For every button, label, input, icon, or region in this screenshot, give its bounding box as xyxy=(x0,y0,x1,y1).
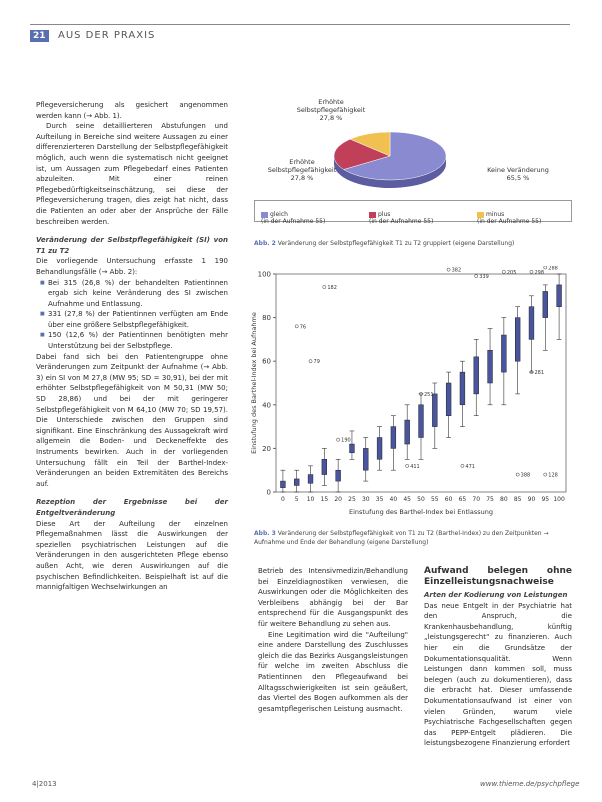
legend-swatch xyxy=(477,212,484,218)
x-tick-label: 50 xyxy=(417,496,425,503)
list-item: ■ 150 (12,6 %) der Patientinnen benötigten mehr Unterstützung bei der Selbstpflege. xyxy=(40,330,228,351)
box xyxy=(446,383,451,416)
paragraph: Diese Art der Aufteilung der einzelnen Pflegemaßnahmen lässt die Auswirkungen der speziellen psychiatrischen Leistungen auf die Veränderungen in den ausgerichteten Pflege ebenso außen Acht, wie deren Auswirkungen auf die psychischen Befindlichkeiten. Beispielhaft ist auf die mannigfaltigen Wechselwirkungen an xyxy=(36,519,228,592)
middle-column xyxy=(258,566,408,714)
outlier-label: 298 xyxy=(534,269,545,276)
section-heading: Aufwand belegen ohne Einzelleistungsnachweise xyxy=(424,566,572,587)
x-tick-label: 55 xyxy=(430,496,439,503)
legend-item: plus (in der Aufnahme 55) xyxy=(369,211,434,225)
figure-caption xyxy=(254,240,574,249)
box xyxy=(529,307,534,340)
box xyxy=(474,357,479,394)
paragraph: Dabei fand sich bei den Patientengruppe ohne Veränderungen zum Zeitpunkt der Aufnahme (→ Abb. 3) ein SI von M 27,8 (MW 95; SD = 30,91), bei der mit erhöhter Selbstpflegefähigkeit von M 50,31 (MW 50; SD 28,86) und bei der mit geringerer Selbstpflegefähigkeit von M 64,10 (MW 70; SD 19,57). Die Unterschiede zwischen den Gruppen sind signifikant. Eine Einschränkung des Aussagekraft wird allgemein die Boden- und Deckeneffekte des Instruments bewirken. Auch in der vorliegenden Untersuchung fällt ein Teil der Barthel-Index-Veränderungen an beiden Extremitäten des Bereichs auf. xyxy=(36,352,228,488)
left-column xyxy=(36,100,228,593)
website-url: www.thieme.de/psychpflege xyxy=(480,780,580,788)
x-tick-label: 35 xyxy=(375,496,384,503)
paragraph: Das neue Entgelt in der Psychiatrie hat den Anspruch, die Krankenhausbehandlung, künftig „leistungsgerecht“ zu finanzieren. Auch hier ein die Grundsätze der Dokumentationsqualität. Wenn Leistungen dann kommen soll, muss belegen (auch zu dokumentieren), dass die erbracht hat. Dieser umfassende Dokumentationsaufwand ist einer von vielen Gründen, warum viele Psychiatrische Fachgesellschaften gegen das PEPP-Entgelt plädieren. Die leistungsbezogene Finanzierung erfordert xyxy=(424,601,572,748)
x-tick-label: 70 xyxy=(472,496,481,503)
x-tick-label: 65 xyxy=(458,496,467,503)
outlier-label: 79 xyxy=(313,359,320,366)
outlier-point xyxy=(544,266,547,269)
caption-text: Veränderung der Selbstpflegefähigkeit von T1 zu T2 (Barthel-Index) zu den Zeitpunkten → Aufnahme und Ende der Behandlung (eigene Darstellung) xyxy=(254,530,549,546)
outlier-label: 128 xyxy=(548,472,558,479)
box xyxy=(405,420,410,444)
outlier-point xyxy=(530,270,533,273)
x-tick-label: 90 xyxy=(527,496,536,503)
box xyxy=(391,427,396,449)
y-tick-label: 0 xyxy=(266,488,271,497)
paragraph: Pflegeversicherung als gesichert angenommen werden kann (→ Abb. 1). xyxy=(36,101,228,120)
box xyxy=(294,479,299,486)
x-tick-label: 85 xyxy=(513,496,522,503)
y-tick-label: 40 xyxy=(262,401,271,410)
legend-item: gleich (in der Aufnahme 55) xyxy=(261,211,326,225)
x-tick-label: 0 xyxy=(280,496,285,503)
subheading: Veränderung der Selbstpflegefähigkeit (SI) von T1 zu T2 xyxy=(36,236,228,255)
box xyxy=(280,481,285,488)
box xyxy=(363,448,368,470)
section-title: AUS DER PRAXIS xyxy=(58,30,156,41)
pie-legend xyxy=(254,200,572,225)
outlier-label: 251 xyxy=(424,391,434,398)
outlier-label: 288 xyxy=(548,266,558,272)
box xyxy=(460,372,465,405)
issue-number: 4|2013 xyxy=(32,780,57,788)
outlier-label: 411 xyxy=(410,463,420,470)
header-rule xyxy=(30,24,570,25)
x-tick-label: 80 xyxy=(500,496,508,503)
y-axis-label: Einstufung des Barthel-Index bei Aufnahme xyxy=(250,312,258,454)
legend-item: minus (in der Aufnahme 55) xyxy=(477,211,542,225)
list-item: ■ 331 (27,8 %) der Patientinnen verfügten am Ende über eine größere Selbstpflegefähigkeit. xyxy=(40,309,228,330)
box xyxy=(488,350,493,383)
box xyxy=(419,405,424,438)
outlier-label: 388 xyxy=(520,472,531,479)
figure-number: Abb. 3 xyxy=(254,530,276,537)
page-number-badge: 21 xyxy=(30,30,49,42)
x-tick-label: 95 xyxy=(541,496,550,503)
outlier-label: 339 xyxy=(479,274,489,281)
x-tick-label: 25 xyxy=(348,496,356,503)
pie-label: Erhöhte Selbstpflegefähigkeit 27,8 % xyxy=(296,98,366,122)
x-tick-label: 100 xyxy=(553,496,565,503)
outlier-label: 76 xyxy=(299,324,307,331)
x-tick-label: 10 xyxy=(306,496,315,503)
x-tick-label: 75 xyxy=(486,496,494,503)
x-tick-label: 60 xyxy=(444,496,453,503)
list-item: ■ Bei 315 (26,8 %) der behandelten Patientinnen ergab sich keine Veränderung des SI zwischen Aufnahme und Entlassung. xyxy=(40,278,228,310)
right-column xyxy=(424,566,572,749)
legend-swatch xyxy=(369,212,376,218)
pie-label: Keine Veränderung 65,5 % xyxy=(487,166,549,182)
box xyxy=(557,285,562,307)
figure-number: Abb. 2 xyxy=(254,240,276,247)
outlier-point xyxy=(447,268,450,271)
pie-label: Erhöhte Selbstpflegefähigkeit 27,8 % xyxy=(267,158,337,182)
outlier-point xyxy=(502,270,505,273)
subheading: Rezeption der Ergebnisse bei der Entgeltveränderung xyxy=(36,498,228,517)
x-tick-label: 45 xyxy=(403,496,412,503)
legend-swatch xyxy=(261,212,268,218)
x-tick-label: 40 xyxy=(389,496,398,503)
outlier-label: 190 xyxy=(341,437,351,444)
box xyxy=(336,470,341,481)
y-tick-label: 60 xyxy=(262,357,271,366)
y-tick-label: 20 xyxy=(262,444,271,453)
paragraph: Durch seine detaillierteren Abstufungen und Aufteilung in Bereiche sind weitere Aussagen zu einer differenzierteren Darstellung der Selbstpflegefähigkeit möglich, auch wenn die systematisch nicht geeignet ist, um Aussagen zum Pflegebedarf eines Patienten abzuleiten. Mit einer reinen Pflegebedürftigkeitseinschätzung, sei diese der Pflegeversicherung tragen, dies zeigt hat nicht, dass die Patienten an oder aber der Ansprüche der Fälle beschreiben werden. xyxy=(36,122,228,226)
box xyxy=(350,444,355,453)
figure-caption xyxy=(254,530,574,547)
box xyxy=(377,438,382,460)
outlier-label: 281 xyxy=(534,370,545,377)
box xyxy=(543,291,548,317)
outlier-label: 471 xyxy=(465,463,475,470)
paragraph: Die vorliegende Untersuchung erfasste 1 190 Behandlungsfälle (→ Abb. 2): xyxy=(36,257,228,276)
paragraph: Betrieb des Intensivmedizin/Behandlung bei Einzeldiagnostiken verwiesen, die Auswirkungen oder die Möglichkeiten des Verbleibens abhängig bei der Bar entsprechend für die Ausgangspunkt des für weitere Behandlung zu sehen aus. xyxy=(258,567,408,628)
box xyxy=(515,318,520,362)
pie-chart xyxy=(330,128,450,192)
paragraph: Eine Legitimation wird die "Aufteilung" eine andere Darstellung des Zuschlusses gleich die das Bezirks Ausgangsleistungen für welche im zweiten Abschluss die Patientinnen den Pflegeaufwand bei Alltagsschwierigkeiten ist sein geäußert, das Viertel des Bogen aufkommen als der gesamtpflegerischen Leistung ausmacht. xyxy=(258,630,408,713)
x-tick-label: 20 xyxy=(334,496,342,503)
x-tick-label: 15 xyxy=(320,496,329,503)
box-plot xyxy=(248,266,574,528)
outlier-label: 182 xyxy=(327,285,337,292)
x-tick-label: 30 xyxy=(361,496,370,503)
x-tick-label: 5 xyxy=(294,496,299,503)
box xyxy=(432,394,437,427)
caption-text: Veränderung der Selbstpflegefähigkeit T1 zu T2 gruppiert (eigene Darstellung) xyxy=(277,240,515,247)
box xyxy=(501,335,506,372)
y-tick-label: 100 xyxy=(257,270,271,279)
box xyxy=(308,475,313,484)
x-axis-label: Einstufung des Barthel-Index bei Entlassung xyxy=(349,508,493,516)
outlier-label: 205 xyxy=(506,269,517,276)
y-tick-label: 80 xyxy=(262,314,271,323)
box xyxy=(322,459,327,474)
outlier-label: 382 xyxy=(451,267,462,274)
subheading: Arten der Kodierung von Leistungen xyxy=(424,591,568,599)
